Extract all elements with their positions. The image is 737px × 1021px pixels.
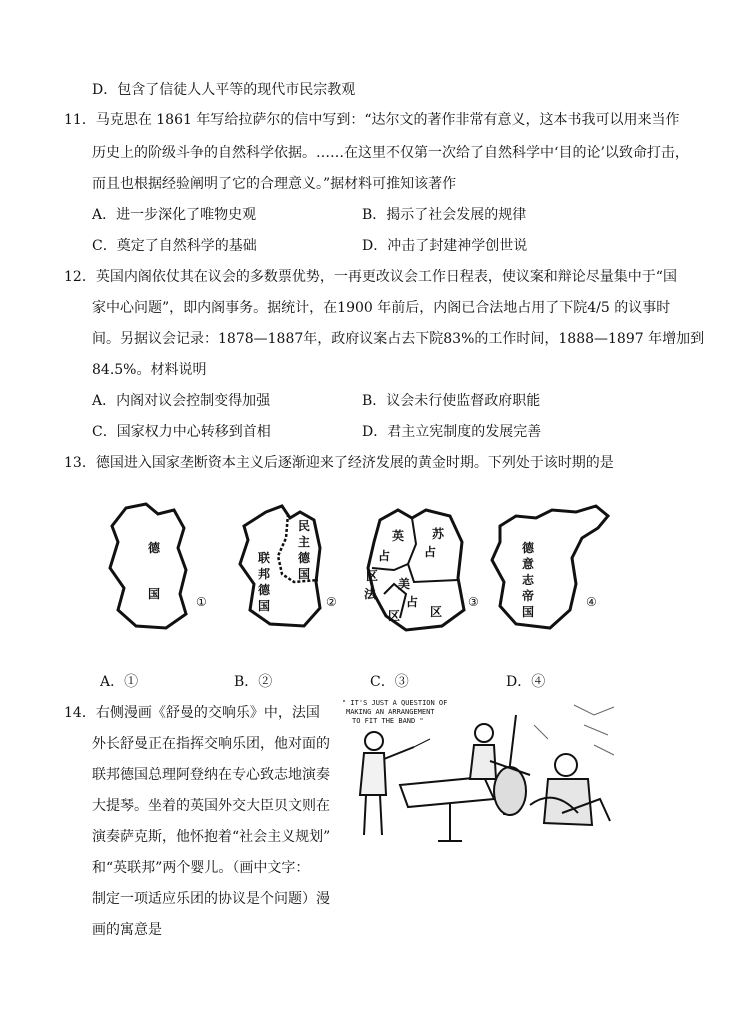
q12-line-4: 84.5%。材料说明 bbox=[92, 362, 207, 378]
background-orchestra bbox=[534, 705, 614, 755]
q12-option-a: A．内阁对议会控制变得加强 bbox=[92, 393, 271, 409]
map-3-number: ③ bbox=[468, 595, 479, 609]
q14-line-1: 14．右侧漫画《舒曼的交响乐》中，法国 bbox=[64, 705, 320, 721]
map-2-char-4: 国 bbox=[298, 567, 311, 581]
music-stand bbox=[400, 777, 494, 841]
map-3-char-10: 区 bbox=[430, 605, 443, 619]
map-4 bbox=[486, 498, 616, 638]
map-4-outline bbox=[492, 506, 608, 628]
q12-line-2: 家中心问题”，即内阁事务。据统计，在1900 年前后，内阁已合法地占用了下院4/5 的议事时 bbox=[92, 300, 671, 316]
map-4-char-3: 志 bbox=[522, 573, 535, 587]
map-3-outline bbox=[368, 510, 464, 630]
q11-option-a: A．进一步深化了唯物史观 bbox=[92, 207, 257, 223]
map-2-number: ② bbox=[326, 595, 337, 609]
map-2-char-5: 联 bbox=[258, 551, 271, 565]
map-2-char-2: 主 bbox=[298, 535, 311, 549]
q14-line-3: 联邦德国总理阿登纳在专心致志地演奏 bbox=[92, 767, 330, 783]
q10-option-d: D．包含了信徒人人平等的现代市民宗教观 bbox=[92, 82, 356, 98]
q14-line-4: 大提琴。坐着的英国外交大臣贝文则在 bbox=[92, 798, 330, 814]
q13-option-b: B．② bbox=[234, 674, 273, 690]
q12-option-d: D．君主立宪制度的发展完善 bbox=[362, 424, 542, 440]
q12-option-b: B．议会未行使监督政府职能 bbox=[362, 393, 541, 409]
map-3-char-9: 占 bbox=[424, 545, 437, 559]
q13-option-d: D．④ bbox=[506, 674, 546, 690]
map-2-char-3: 德 bbox=[298, 551, 311, 565]
map-3-char-1: 英 bbox=[392, 529, 405, 543]
q14-line-2: 外长舒曼正在指挥交响乐团，他对面的 bbox=[92, 736, 330, 752]
q11-line-3: 而且也根据经验阐明了它的合理意义。”据材料可推知该著作 bbox=[92, 176, 457, 192]
map-3-char-8: 苏 bbox=[432, 527, 445, 541]
map-3-char-4: 法 bbox=[364, 587, 377, 601]
map-3-char-5: 美 bbox=[398, 577, 411, 591]
q14-line-5: 演奏萨克斯，他怀抱着“社会主义规划” bbox=[92, 829, 331, 845]
q12-option-c: C．国家权力中心转移到首相 bbox=[92, 424, 271, 440]
map-3-char-2: 占 bbox=[378, 549, 391, 563]
q13-option-c: C．③ bbox=[370, 674, 409, 690]
map-1-number: ① bbox=[196, 595, 207, 609]
map-1 bbox=[96, 498, 216, 638]
map-2-char-6: 邦 bbox=[258, 567, 271, 581]
map-1-char-2: 国 bbox=[148, 587, 161, 601]
map-1-outline bbox=[110, 504, 186, 628]
map-3-char-3: 区 bbox=[366, 569, 379, 583]
map-3-char-6: 占 bbox=[406, 595, 419, 609]
q12-line-1: 12．英国内阁依仗其在议会的多数票优势，一再更改议会工作日程表，使议案和辩论尽量集中于“国 bbox=[64, 269, 677, 285]
q11-line-2: 历史上的阶级斗争的自然科学依据。……在这里不仅第一次给了自然科学中‘目的论’以致命打击， bbox=[92, 145, 689, 161]
map-3 bbox=[354, 498, 484, 638]
map-2-char-7: 德 bbox=[258, 583, 271, 597]
q11-option-c: C．奠定了自然科学的基础 bbox=[92, 238, 257, 254]
map-2-char-8: 国 bbox=[258, 599, 271, 613]
comic-caption-line-1: " IT'S JUST A QUESTION OF bbox=[342, 699, 448, 707]
q11-option-b: B．揭示了社会发展的规律 bbox=[362, 207, 527, 223]
map-4-char-4: 帝 bbox=[522, 589, 535, 603]
q13-line: 13．德国进入国家垄断资本主义后逐渐迎来了经济发展的黄金时期。下列处于该时期的是 bbox=[64, 455, 614, 471]
germany-maps bbox=[96, 498, 616, 648]
map-4-number: ④ bbox=[586, 595, 597, 609]
q14-line-6: 和“英联邦”两个婴儿。（画中文字： bbox=[92, 860, 310, 876]
saxophonist-figure bbox=[530, 754, 610, 825]
q14-line-7: 制定一项适应乐团的协议是个问题）漫 bbox=[92, 891, 330, 907]
map-3-char-7: 区 bbox=[388, 609, 401, 623]
q12-line-3: 间。另据议会记录：1878—1887年，政府议案占去下院83%的工作时间，1888—1897 年增加到 bbox=[92, 331, 705, 347]
q11-line-1: 11．马克思在 1861 年写给拉萨尔的信中写到：“达尔文的著作非常有意义，这本书我可以用来当作 bbox=[64, 112, 680, 128]
map-4-char-5: 国 bbox=[522, 605, 535, 619]
comic-caption-line-3: TO FIT THE BAND " bbox=[352, 717, 424, 725]
schuman-symphony-cartoon bbox=[334, 695, 618, 847]
map-4-char-2: 意 bbox=[522, 557, 535, 571]
map-2-char-1: 民 bbox=[298, 519, 311, 533]
map-4-char-1: 德 bbox=[522, 541, 535, 555]
map-1-char-1: 德 bbox=[148, 541, 161, 555]
q14-line-8: 画的寓意是 bbox=[92, 922, 162, 938]
q11-option-d: D．冲击了封建神学创世说 bbox=[362, 238, 528, 254]
map-2 bbox=[226, 498, 346, 638]
q13-option-a: A．① bbox=[100, 674, 139, 690]
comic-caption-line-2: MAKING AN ARRANGEMENT bbox=[346, 708, 435, 716]
